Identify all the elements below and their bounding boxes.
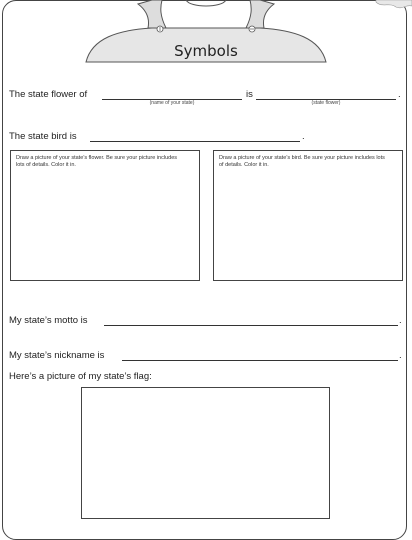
clipboard-clip-icon	[0, 0, 412, 75]
state-nickname-blank[interactable]	[122, 360, 398, 361]
flag-prompt: Here’s a picture of my state’s flag:	[9, 371, 152, 382]
state-name-caption: (name of your state)	[149, 100, 195, 106]
bird-line-period: .	[302, 131, 305, 142]
flower-drawing-box[interactable]	[10, 150, 200, 281]
state-motto-blank[interactable]	[104, 325, 398, 326]
motto-line-period: .	[399, 315, 402, 326]
bird-line-prefix: The state bird is	[9, 131, 77, 142]
state-bird-blank[interactable]	[90, 141, 300, 142]
nickname-line-period: .	[399, 350, 402, 361]
page-title: Symbols	[174, 42, 238, 60]
nickname-line-prefix: My state’s nickname is	[9, 350, 105, 361]
bird-drawing-box[interactable]	[213, 150, 403, 281]
flower-line-prefix: The state flower of	[9, 89, 88, 100]
flower-line-middle: is	[246, 89, 253, 100]
motto-line-prefix: My state’s motto is	[9, 315, 88, 326]
state-flower-caption: (state flower)	[311, 100, 341, 106]
flower-line-period: .	[398, 89, 401, 100]
bird-box-instructions: Draw a picture of your state’s bird. Be sure your picture includes lots of details. Color it in.	[219, 155, 385, 169]
corner-decoration-icon	[372, 0, 412, 10]
flag-drawing-box[interactable]	[81, 387, 330, 519]
flower-box-instructions: Draw a picture of your state’s flower. Be sure your picture includes lots of details. Color it in.	[16, 155, 178, 169]
